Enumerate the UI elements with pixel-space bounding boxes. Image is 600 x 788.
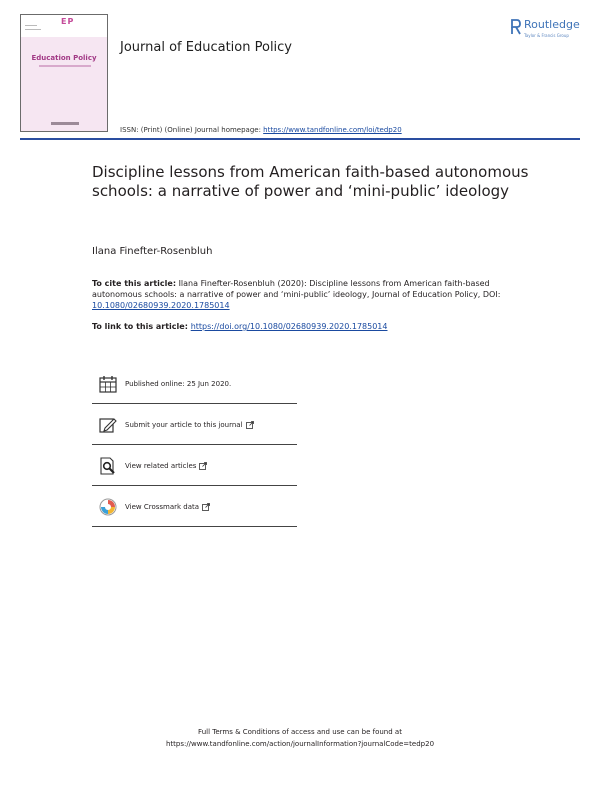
related-articles-label: View related articles [125,462,197,470]
cite-label: To cite this article: [92,279,177,288]
article-author: Ilana Finefter-Rosenbluh [92,246,213,257]
edit-icon [99,416,117,434]
header-divider [20,138,580,140]
link-label: To link to this article: [92,322,191,331]
article-title: Discipline lessons from American faith-based autonomous schools: a narrative of power and ‘mini-public’ ideology [92,163,529,200]
routledge-mark-icon [511,18,521,36]
search-document-icon [99,457,117,475]
cover-title: Education Policy [31,54,97,62]
footer-terms-text: Full Terms & Conditions of access and use can be found at [198,728,402,736]
article-url-link[interactable]: https://doi.org/10.1080/02680939.2020.1785014 [190,322,388,331]
cover-subtitle [39,65,91,67]
submit-article-label: Submit your article to this journal [125,421,243,429]
journal-homepage-link[interactable]: https://www.tandfonline.com/loi/tedp20 [263,126,402,134]
crossmark-icon [99,498,117,516]
article-link-line [92,322,388,331]
external-link-icon [246,421,254,429]
publisher-name: Routledge [524,18,580,31]
calendar-icon [99,375,117,393]
crossmark-link[interactable] [125,503,210,511]
published-date: Published online: 25 Jun 2020. [125,380,232,388]
footer-terms-link[interactable]: https://www.tandfonline.com/action/journalInformation?journalCode=tedp20 [165,740,435,748]
cover-rule [25,29,41,30]
citation-block [92,278,517,311]
cover-abbrev: EP [61,17,75,26]
cover-publisher-logo [51,122,79,125]
external-link-icon [199,462,207,470]
publisher-tagline: Taylor & Francis Group [524,33,569,38]
crossmark-row[interactable] [92,486,297,527]
cover-rule [25,25,37,26]
journal-title: Journal of Education Policy [120,40,293,55]
footer [0,726,600,750]
doi-link[interactable]: 10.1080/02680939.2020.1785014 [92,301,230,310]
external-link-icon [202,503,210,511]
submit-article-link[interactable] [125,421,254,429]
issn-text: ISSN: (Print) (Online) Journal homepage: [120,126,264,134]
cite-text: Ilana Finefter-Rosenbluh (2020): Discipline lessons from American faith-based autonomous schools: a narrative of power and ‘mini-public’ ideology, Journal of Education Policy, DOI: [92,279,501,299]
submit-article-row[interactable] [92,404,297,445]
related-articles-row[interactable] [92,445,297,486]
issn-line [120,126,402,134]
related-articles-link[interactable] [125,462,207,470]
crossmark-label: View Crossmark data [125,503,200,511]
journal-cover [20,14,108,132]
published-online-row [92,363,297,404]
